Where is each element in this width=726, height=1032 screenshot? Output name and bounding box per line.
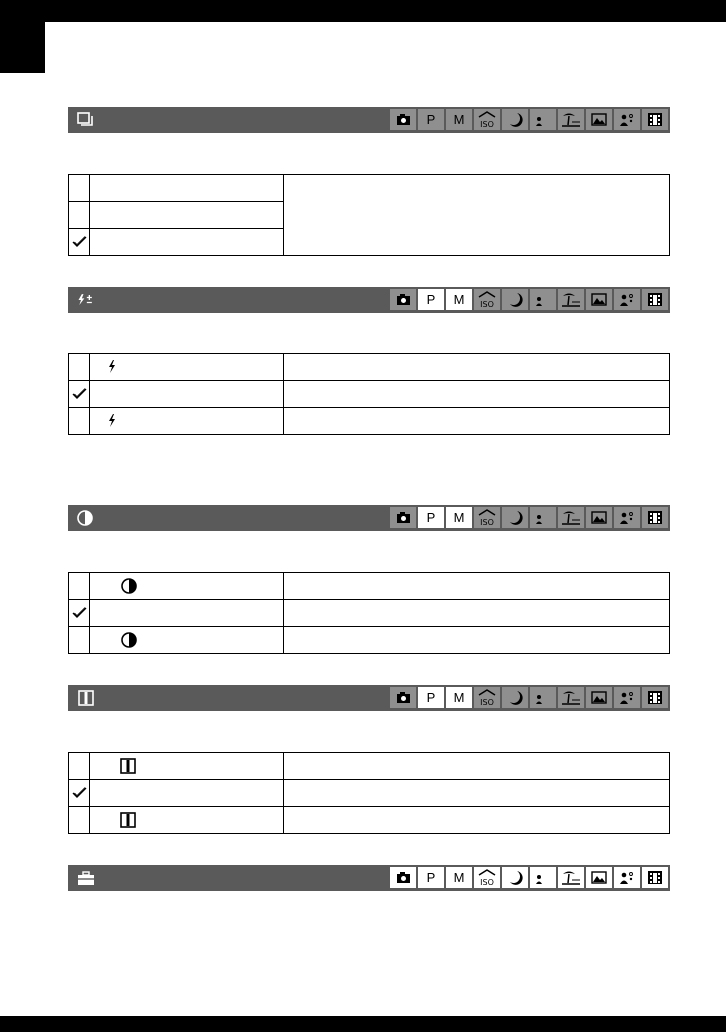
check-cell xyxy=(69,408,90,435)
soft-snap-icon xyxy=(614,507,640,528)
option-name-cell xyxy=(90,573,284,600)
camera-auto-icon xyxy=(390,687,416,708)
mode-label: P xyxy=(426,112,436,127)
table-row xyxy=(69,753,670,780)
option-name-cell xyxy=(90,627,284,654)
movie-icon xyxy=(642,109,668,130)
movie-icon xyxy=(642,507,668,528)
option-name-cell xyxy=(90,807,284,834)
twilight-icon xyxy=(502,867,528,888)
mode-icons xyxy=(388,687,668,708)
sharpness-icon xyxy=(119,757,137,775)
high-iso-icon xyxy=(474,507,500,528)
check-cell xyxy=(69,753,90,780)
check-cell xyxy=(69,627,90,654)
table-row xyxy=(69,381,670,408)
section-header-contrast xyxy=(68,505,670,531)
mode-icons xyxy=(388,109,668,130)
twilight-portrait-icon xyxy=(530,289,556,310)
camera-auto-icon xyxy=(390,867,416,888)
flash-icon xyxy=(106,413,118,429)
soft-snap-icon xyxy=(614,867,640,888)
options-table-burst xyxy=(68,174,670,256)
movie-icon xyxy=(642,687,668,708)
twilight-portrait-icon xyxy=(530,867,556,888)
camera-auto-icon xyxy=(390,289,416,310)
option-name-cell xyxy=(90,780,284,807)
table-row xyxy=(69,408,670,435)
beach-icon xyxy=(558,109,584,130)
beach-icon xyxy=(558,507,584,528)
checkmark-icon xyxy=(72,235,87,248)
mode-label: M xyxy=(453,510,465,525)
options-table-contrast xyxy=(68,572,670,654)
sharpness-icon xyxy=(76,689,96,707)
option-name-cell xyxy=(90,354,284,381)
svg-text:ISO: ISO xyxy=(480,120,494,129)
burst-icon xyxy=(76,111,96,129)
mode-p-label xyxy=(418,109,444,130)
option-description-cell xyxy=(284,627,670,654)
check-cell xyxy=(69,354,90,381)
twilight-icon xyxy=(502,109,528,130)
high-iso-icon xyxy=(474,867,500,888)
mode-icons xyxy=(388,507,668,528)
mode-m-label xyxy=(446,109,472,130)
mode-icons xyxy=(388,867,668,888)
camera-auto-icon xyxy=(390,507,416,528)
option-description-cell xyxy=(284,753,670,780)
table-row xyxy=(69,627,670,654)
twilight-portrait-icon xyxy=(530,687,556,708)
option-name-cell xyxy=(90,600,284,627)
high-iso-icon xyxy=(474,289,500,310)
option-description-cell xyxy=(284,573,670,600)
table-row xyxy=(69,780,670,807)
mode-p-label xyxy=(418,867,444,888)
mode-label: P xyxy=(426,690,436,705)
beach-icon xyxy=(558,687,584,708)
section-header-flash-level xyxy=(68,287,670,313)
soft-snap-icon xyxy=(614,289,640,310)
soft-snap-icon xyxy=(614,109,640,130)
movie-icon xyxy=(642,289,668,310)
mode-label: M xyxy=(453,690,465,705)
svg-text:ISO: ISO xyxy=(480,300,494,309)
movie-icon xyxy=(642,867,668,888)
mode-m-label xyxy=(446,687,472,708)
check-cell xyxy=(69,780,90,807)
twilight-icon xyxy=(502,289,528,310)
svg-text:ISO: ISO xyxy=(480,518,494,527)
check-cell xyxy=(69,600,90,627)
bottom-bar xyxy=(0,1016,726,1032)
options-table-flash-level xyxy=(68,353,670,435)
table-row xyxy=(69,175,670,202)
landscape-icon xyxy=(586,687,612,708)
landscape-icon xyxy=(586,109,612,130)
option-name-cell xyxy=(90,202,284,229)
option-description-cell xyxy=(284,807,670,834)
section-header-setup xyxy=(68,865,670,891)
mode-m-label xyxy=(446,867,472,888)
sharpness-icon xyxy=(119,811,137,829)
section-header-sharpness xyxy=(68,685,670,711)
checkmark-icon xyxy=(72,786,87,799)
mode-label: M xyxy=(453,870,465,885)
mode-m-label xyxy=(446,507,472,528)
high-iso-icon xyxy=(474,687,500,708)
table-row xyxy=(69,807,670,834)
check-cell xyxy=(69,573,90,600)
toolbox-icon xyxy=(76,869,96,887)
mode-label: M xyxy=(453,292,465,307)
beach-icon xyxy=(558,289,584,310)
contrast-icon xyxy=(120,631,138,649)
table-row xyxy=(69,354,670,381)
check-cell xyxy=(69,229,90,256)
mode-label: P xyxy=(426,292,436,307)
option-name-cell xyxy=(90,229,284,256)
chapter-tab xyxy=(0,22,45,73)
option-description-cell xyxy=(284,408,670,435)
landscape-icon xyxy=(586,867,612,888)
twilight-icon xyxy=(502,507,528,528)
check-cell xyxy=(69,381,90,408)
section-header-burst xyxy=(68,107,670,133)
option-description-cell xyxy=(284,354,670,381)
option-name-cell xyxy=(90,753,284,780)
option-name-cell xyxy=(90,381,284,408)
mode-p-label xyxy=(418,687,444,708)
flash-level-icon xyxy=(76,291,96,309)
option-description-cell xyxy=(284,381,670,408)
camera-auto-icon xyxy=(390,109,416,130)
contrast-icon xyxy=(120,577,138,595)
mode-m-label xyxy=(446,289,472,310)
mode-label: P xyxy=(426,510,436,525)
mode-label: M xyxy=(453,112,465,127)
flash-icon xyxy=(106,359,118,375)
twilight-portrait-icon xyxy=(530,507,556,528)
options-table-sharpness xyxy=(68,752,670,834)
check-cell xyxy=(69,807,90,834)
beach-icon xyxy=(558,867,584,888)
soft-snap-icon xyxy=(614,687,640,708)
option-name-cell xyxy=(90,175,284,202)
mode-p-label xyxy=(418,289,444,310)
checkmark-icon xyxy=(72,606,87,619)
mode-label: P xyxy=(426,870,436,885)
mode-icons xyxy=(388,289,668,310)
svg-text:ISO: ISO xyxy=(480,698,494,707)
table-row xyxy=(69,573,670,600)
checkmark-icon xyxy=(72,387,87,400)
top-bar xyxy=(0,0,726,22)
high-iso-icon xyxy=(474,109,500,130)
option-name-cell xyxy=(90,408,284,435)
option-description-cell xyxy=(284,780,670,807)
mode-p-label xyxy=(418,507,444,528)
option-description-cell xyxy=(284,175,670,256)
contrast-icon xyxy=(76,509,96,527)
svg-text:ISO: ISO xyxy=(480,878,494,887)
check-cell xyxy=(69,202,90,229)
twilight-portrait-icon xyxy=(530,109,556,130)
twilight-icon xyxy=(502,687,528,708)
landscape-icon xyxy=(586,289,612,310)
check-cell xyxy=(69,175,90,202)
option-description-cell xyxy=(284,600,670,627)
landscape-icon xyxy=(586,507,612,528)
table-row xyxy=(69,600,670,627)
